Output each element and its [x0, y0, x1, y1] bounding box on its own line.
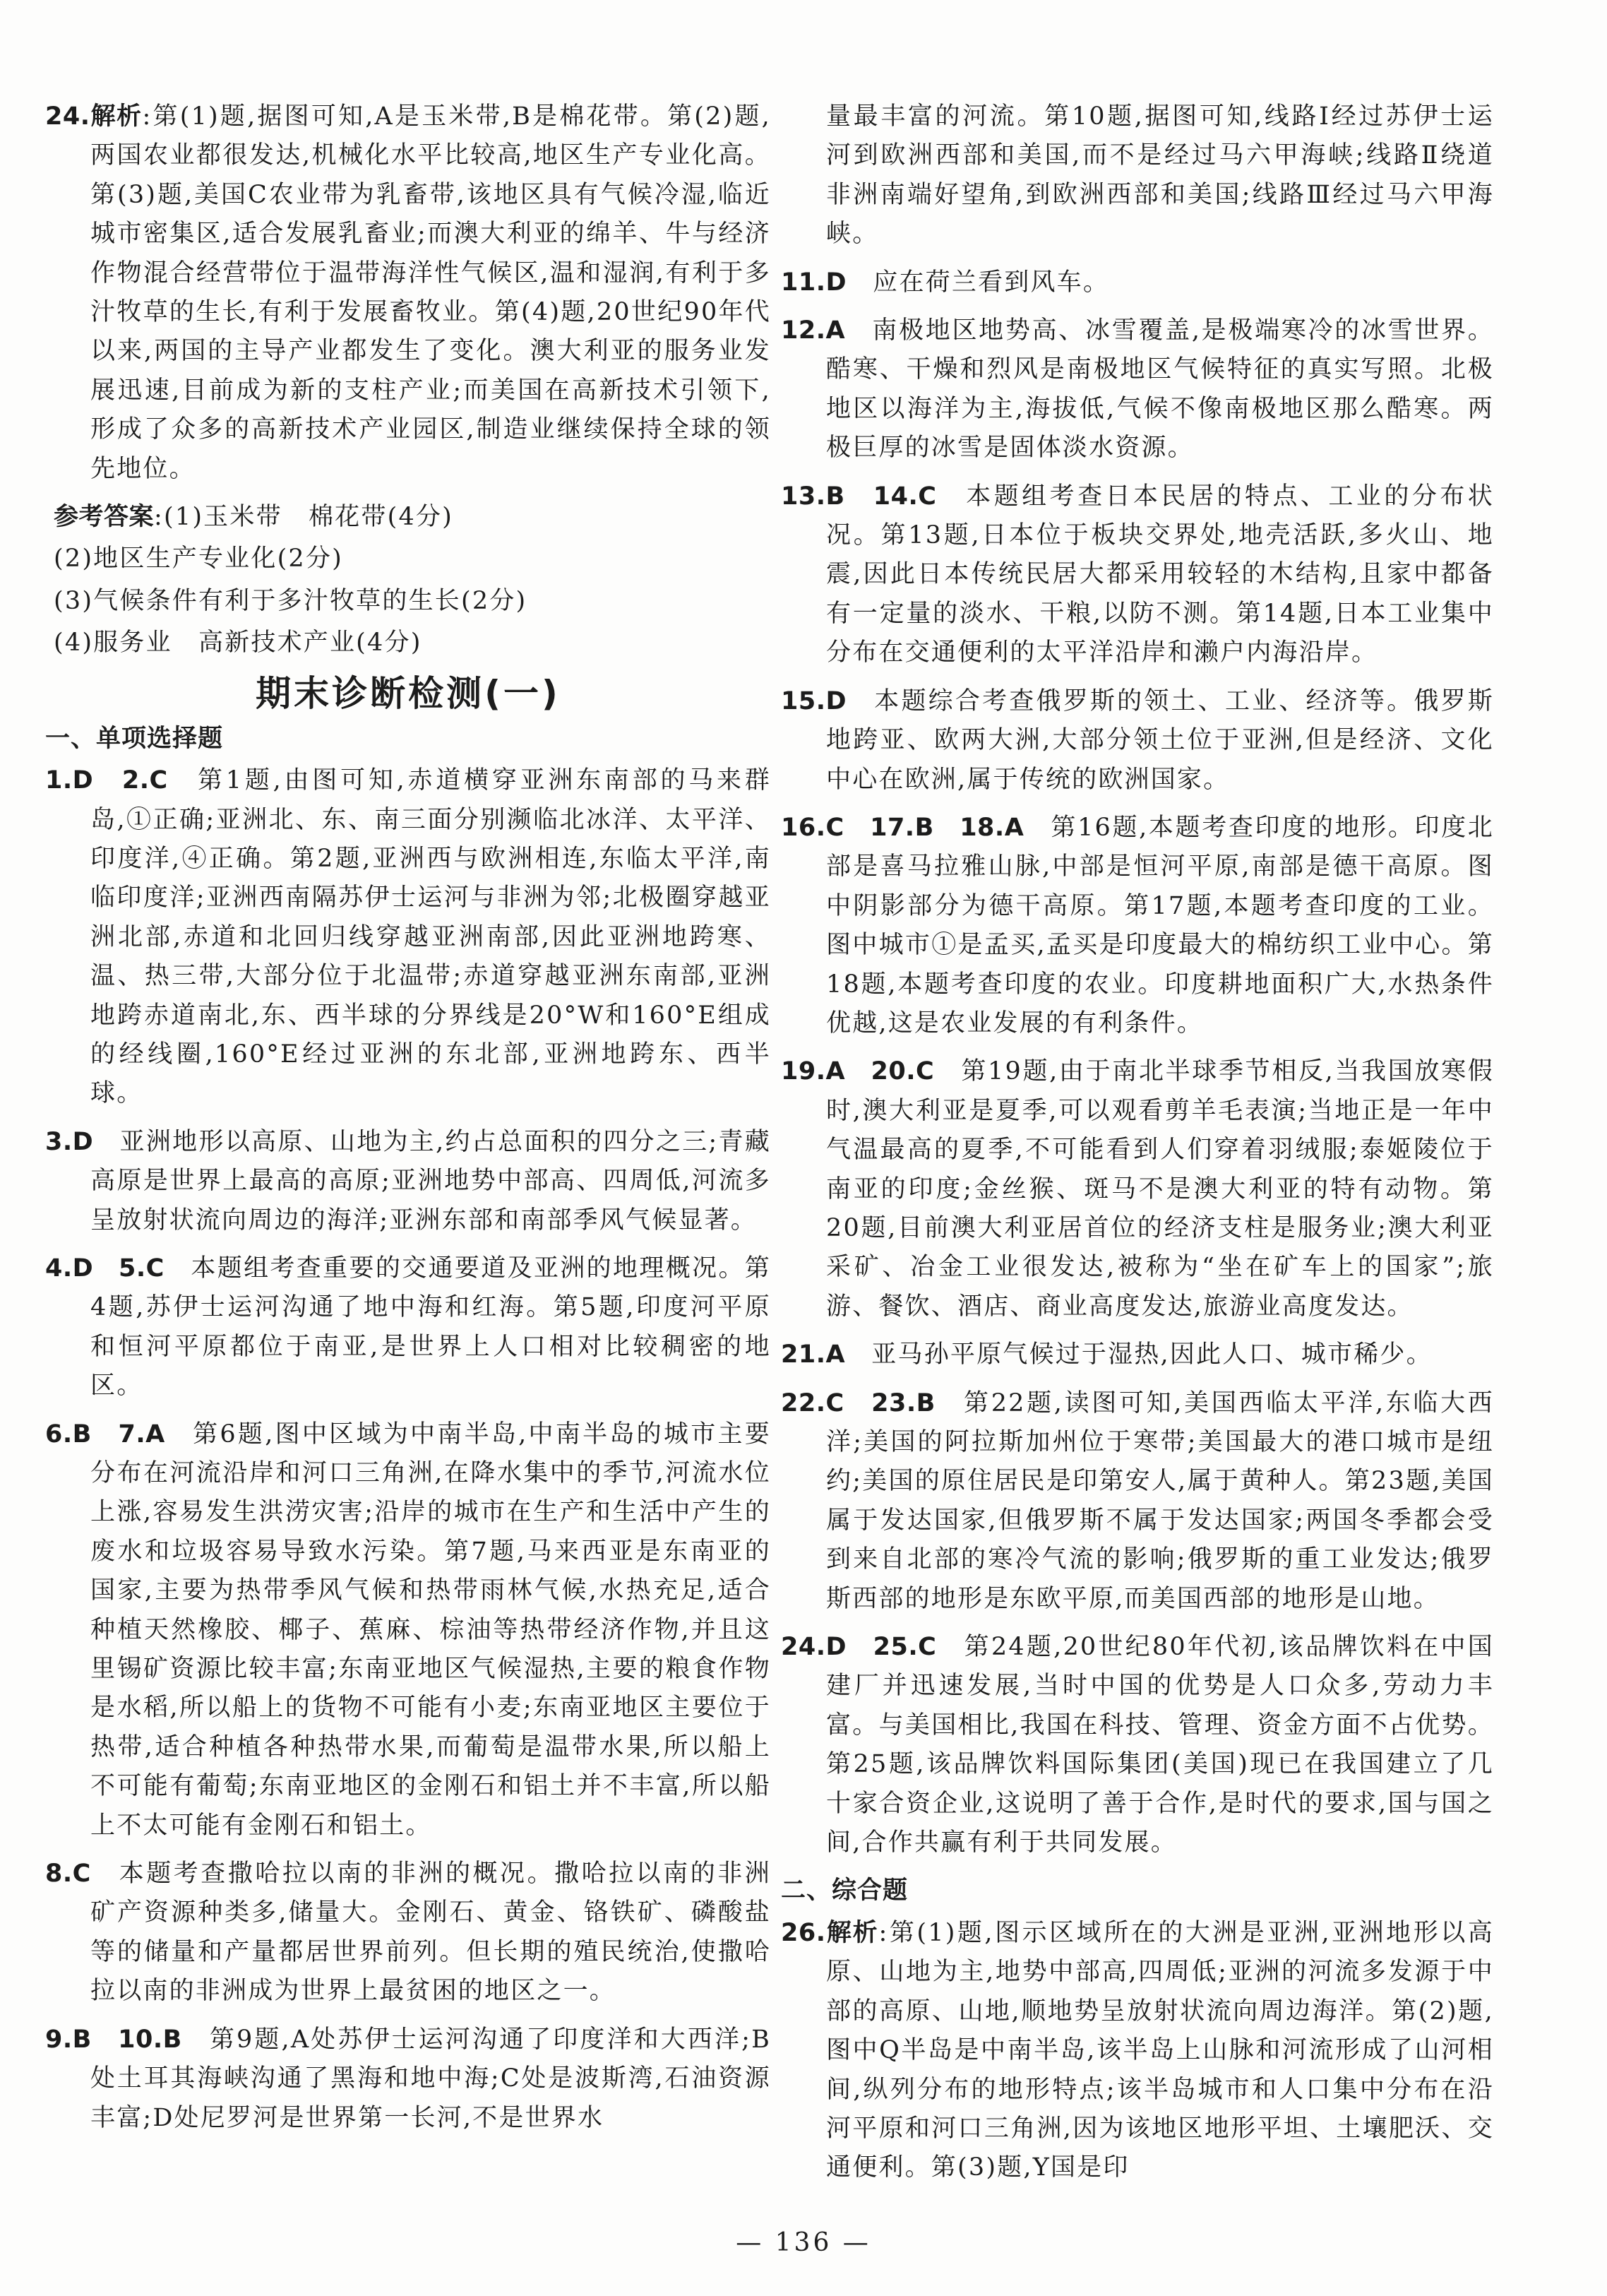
left-column	[45, 97, 771, 2147]
page-number: — 136 —	[736, 2228, 871, 2257]
explanation-label: 解析	[90, 102, 143, 131]
q24-number: 24.	[45, 102, 90, 131]
answer-item	[45, 1415, 771, 1845]
item-text: 第22题,读图可知,美国西临太平洋,东临大西洋;美国的阿拉斯加州位于寒带;美国最大的港口城市是纽约;美国的原住居民是印第安人,属于黄种人。第23题,美国属于发达国家,但俄罗斯不属于发达国家;两国冬季都会受到来自北部的寒冷气流的影响;俄罗斯的重工业发达;俄罗斯西部的地形是东欧平原,而美国西部的地形是山地。	[826, 1388, 1494, 1613]
q24-explanation	[45, 97, 771, 489]
item-text: 第16题,本题考查印度的地形。印度北部是喜马拉雅山脉,中部是恒河平原,南部是德干高原。图中阴影部分为德干高原。第17题,本题考查印度的工业。图中城市①是孟买,孟买是印度最大的棉纺织工业中心。第18题,本题考查印度的农业。印度耕地面积广大,水热条件优越,这是农业发展的有利条件。	[826, 813, 1494, 1037]
answer-item	[781, 1628, 1494, 1862]
answer-line-4: (4)服务业 高新技术产业(4分)	[54, 629, 422, 658]
answer-line-2: (2)地区生产专业化(2分)	[54, 545, 343, 573]
item-text: 南极地区地势高、冰雪覆盖,是极端寒冷的冰雪世界。酷寒、干燥和烈风是南极地区气候特征的真实写照。北极地区以海洋为主,海拔低,气候不像南极地区那么酷寒。两极巨厚的冰雪是固体淡水资源。	[826, 316, 1494, 463]
item-text: 本题考查撒哈拉以南的非洲的概况。撒哈拉以南的非洲矿产资源种类多,储量大。金刚石、黄金、铬铁矿、磷酸盐等的储量和产量都居世界前列。但长期的殖民统治,使撒哈拉以南的非洲成为世界上最贫困的地区之一。	[90, 1860, 771, 2006]
q26-explanation	[781, 1914, 1494, 2188]
explanation-label: 解析	[825, 1918, 879, 1947]
section-heading-choice: 一、单项选择题	[45, 724, 224, 753]
answer-line-1: 参考答案:(1)玉米带 棉花带(4分)	[54, 503, 453, 532]
answer-item	[781, 477, 1494, 673]
item-text: 第19题,由于南北半球季节相反,当我国放寒假时,澳大利亚是夏季,可以观看剪羊毛表演;当地正是一年中气温最高的夏季,不可能看到人们穿着羽绒服;泰姬陵位于南亚的印度;金丝猴、斑马不是澳大利亚的特有动物。第20题,目前澳大利亚居首位的经济支柱是服务业;澳大利亚采矿、冶金工业很发达,被称为“坐在矿车上的国家”;旅游、餐饮、酒店、商业高度发达,旅游业高度发达。	[826, 1057, 1495, 1321]
item-number: 22.C 23.B	[781, 1388, 936, 1417]
q26-text: :第(1)题,图示区域所在的大洲是亚洲,亚洲地形以高原、山地为主,地势中部高,四周低;亚洲的河流多发源于中部的高原、山地,顺地势呈放射状流向周边海洋。第(2)题,图中Q半岛是中南半岛,该半岛上山脉和河流形成了山河相间,纵列分布的地形特点;该半岛城市和人口集中分布在沿河平原和河口三角洲,因为该地区地形平坦、土壤肥沃、交通便利。第(3)题,Y国是印	[826, 1918, 1494, 2182]
q24-text: :第(1)题,据图可知,A是玉米带,B是棉花带。第(2)题,两国农业都很发达,机械化水平比较高,地区生产专业化高。第(3)题,美国C农业带为乳畜带,该地区具有气候冷湿,临近城市密集区,适合发展乳畜业;而澳大利亚的绵羊、牛与经济作物混合经营带位于温带海洋性气候区,温和湿润,有利于多汁牧草的生长,有利于发展畜牧业。第(4)题,20世纪90年代以来,两国的主导产业都发生了变化。澳大利亚的服务业发展迅速,目前成为新的支柱产业;而美国在高新技术引领下,形成了众多的高新技术产业园区,制造业继续保持全球的领先地位。	[90, 102, 771, 483]
item-number: 24.D 25.C	[781, 1633, 937, 1662]
item-number: 3.D	[45, 1127, 94, 1156]
answer-line-3: (3)气候条件有利于多汁牧草的生长(2分)	[54, 586, 527, 615]
q26-number: 26.	[781, 1918, 826, 1947]
answer-item	[781, 682, 1494, 799]
q10-continuation: 量最丰富的河流。第10题,据图可知,线路Ⅰ经过苏伊士运河到欧洲西部和美国,而不是经过马六甲海峡;线路Ⅱ绕道非洲南端好望角,到欧洲西部和美国;线路Ⅲ经过马六甲海峡。	[826, 102, 1494, 249]
item-text: 本题综合考查俄罗斯的领土、工业、经济等。俄罗斯地跨亚、欧两大洲,大部分领土位于亚洲,但是经济、文化中心在欧洲,属于传统的欧洲国家。	[826, 686, 1494, 794]
item-text: 亚马孙平原气候过于湿热,因此人口、城市稀少。	[845, 1340, 1433, 1369]
item-text: 应在荷兰看到风车。	[847, 268, 1110, 297]
answer-item	[781, 1336, 1494, 1374]
item-number: 9.B 10.B	[45, 2025, 182, 2054]
item-number: 4.D 5.C	[45, 1254, 165, 1283]
section-heading-comprehensive: 二、综合题	[781, 1876, 909, 1905]
item-number: 15.D	[781, 686, 847, 715]
item-text: 本题组考查日本民居的特点、工业的分布状况。第13题,日本位于板块交界处,地壳活跃,多火山、地震,因此日本传统民居大都采用较轻的木结构,且家中都备有一定量的淡水、干粮,以防不测。第14题,日本工业集中分布在交通便利的太平洋沿岸和濑户内海沿岸。	[826, 482, 1494, 667]
answer-item	[45, 1855, 771, 2011]
item-text: 亚洲地形以高原、山地为主,约占总面积的四分之三;青藏高原是世界上最高的高原;亚洲地势中部高、四周低,河流多呈放射状流向周边的海洋;亚洲东部和南部季风气候显著。	[90, 1127, 771, 1235]
item-number: 1.D 2.C	[45, 766, 168, 795]
right-column	[781, 97, 1494, 2197]
item-number: 19.A 20.C	[781, 1057, 935, 1086]
item-text: 第9题,A处苏伊士运河沟通了印度洋和大西洋;B处土耳其海峡沟通了黑海和地中海;C处是波斯湾,石油资源丰富;D处尼罗河是世界第一长河,不是世界水	[90, 2025, 771, 2132]
item-text: 第1题,由图可知,赤道横穿亚洲东南部的马来群岛,①正确;亚洲北、东、南三面分别濒临北冰洋、太平洋、印度洋,④正确。第2题,亚洲西与欧洲相连,东临太平洋,南临印度洋;亚洲西南隔苏伊士运河与非洲为邻;北极圈穿越亚洲北部,赤道和北回归线穿越亚洲南部,因此亚洲地跨寒、温、热三带,大部分位于北温带;赤道穿越亚洲东南部,亚洲地跨赤道南北,东、西半球的分界线是20°W和160°E组成的经线圈,160°E经过亚洲的东北部,亚洲地跨东、西半球。	[90, 766, 771, 1108]
answer-item	[45, 1123, 771, 1240]
item-text: 第24题,20世纪80年代初,该品牌饮料在中国建厂并迅速发展,当时中国的优势是人口众多,劳动力丰富。与美国相比,我国在科技、管理、资金方面不占优势。第25题,该品牌饮料国际集团(美国)现已在我国建立了几十家合资企业,这说明了善于合作,是时代的要求,国与国之间,合作共赢有利于共同发展。	[826, 1633, 1494, 1857]
section-title: 期末诊断检测(一)	[256, 672, 561, 714]
answer-item	[781, 1384, 1494, 1619]
item-number: 11.D	[781, 268, 847, 297]
item-number: 6.B 7.A	[45, 1420, 165, 1449]
answer-item	[45, 1249, 771, 1406]
reference-answer-label: 参考答案	[54, 503, 155, 532]
answer-item	[45, 2021, 771, 2138]
item-number: 16.C 17.B 18.A	[781, 813, 1024, 842]
item-text: 第6题,图中区域为中南半岛,中南半岛的城市主要分布在河流沿岸和河口三角洲,在降水集中的季节,河流水位上涨,容易发生洪涝灾害;沿岸的城市在生产和生活中产生的废水和垃圾容易导致水污染。第7题,马来西亚是东南亚的国家,主要为热带季风气候和热带雨林气候,水热充足,适合种植天然橡胶、椰子、蕉麻、棕油等热带经济作物,并且这里锡矿资源比较丰富;东南亚地区气候湿热,主要的粮食作物是水稻,所以船上的货物不可能有小麦;东南亚地区主要位于热带,适合种植各种热带水果,而葡萄是温带水果,所以船上不可能有葡萄;东南亚地区的金刚石和铝土并不丰富,所以船上不太可能有金刚石和铝土。	[90, 1420, 771, 1840]
item-number: 13.B 14.C	[781, 482, 937, 511]
answer-item	[45, 761, 771, 1114]
answer-item	[781, 263, 1494, 302]
answer-item	[781, 809, 1494, 1043]
item-number: 12.A	[781, 316, 846, 345]
item-text: 本题组考查重要的交通要道及亚洲的地理概况。第4题,苏伊士运河沟通了地中海和红海。第5题,印度河平原和恒河平原都位于南亚,是世界上人口相对比较稠密的地区。	[90, 1254, 771, 1400]
answer-item	[781, 1052, 1494, 1326]
item-number: 8.C	[45, 1860, 91, 1888]
item-number: 21.A	[781, 1340, 846, 1369]
answer-item	[781, 311, 1494, 468]
